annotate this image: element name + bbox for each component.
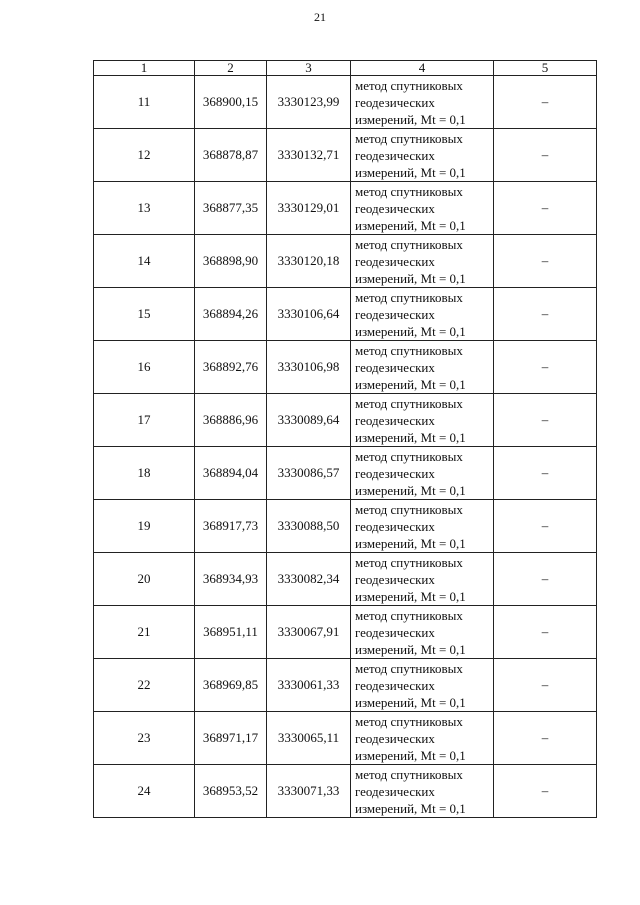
point-number-cell: 15 xyxy=(94,288,195,341)
description-cell: – xyxy=(494,659,597,712)
method-line-3: измерений, Mt = 0,1 xyxy=(355,323,466,339)
method-line-3: измерений, Mt = 0,1 xyxy=(355,747,466,763)
description-cell: – xyxy=(494,606,597,659)
column-header-2: 2 xyxy=(195,61,267,76)
method-cell xyxy=(351,129,494,182)
point-number-cell: 18 xyxy=(94,447,195,500)
x-coordinate-cell: 368894,26 xyxy=(195,288,267,341)
method-line-1: метод спутниковых xyxy=(355,713,463,729)
column-header-1: 1 xyxy=(94,61,195,76)
method-line-2: геодезических xyxy=(355,518,435,534)
x-coordinate-cell: 368898,90 xyxy=(195,235,267,288)
table-row xyxy=(94,76,597,129)
point-number-cell: 14 xyxy=(94,235,195,288)
method-line-1: метод спутниковых xyxy=(355,130,463,146)
point-number-cell: 22 xyxy=(94,659,195,712)
method-line-1: метод спутниковых xyxy=(355,77,463,93)
description-cell: – xyxy=(494,235,597,288)
method-line-1: метод спутниковых xyxy=(355,554,463,570)
x-coordinate-cell: 368894,04 xyxy=(195,447,267,500)
y-coordinate-cell: 3330065,11 xyxy=(267,712,351,765)
method-line-3: измерений, Mt = 0,1 xyxy=(355,588,466,604)
x-coordinate-cell: 368892,76 xyxy=(195,341,267,394)
method-line-2: геодезических xyxy=(355,783,435,799)
description-cell: – xyxy=(494,447,597,500)
method-line-1: метод спутниковых xyxy=(355,395,463,411)
y-coordinate-cell: 3330120,18 xyxy=(267,235,351,288)
method-line-1: метод спутниковых xyxy=(355,236,463,252)
y-coordinate-cell: 3330106,98 xyxy=(267,341,351,394)
method-cell xyxy=(351,606,494,659)
point-number-cell: 20 xyxy=(94,553,195,606)
y-coordinate-cell: 3330071,33 xyxy=(267,765,351,818)
description-cell: – xyxy=(494,341,597,394)
y-coordinate-cell: 3330067,91 xyxy=(267,606,351,659)
table-row xyxy=(94,765,597,818)
table-row xyxy=(94,341,597,394)
table-row xyxy=(94,288,597,341)
method-line-1: метод спутниковых xyxy=(355,501,463,517)
header-row xyxy=(94,61,597,76)
method-line-2: геодезических xyxy=(355,677,435,693)
point-number-cell: 21 xyxy=(94,606,195,659)
method-line-2: геодезических xyxy=(355,730,435,746)
table-body xyxy=(94,76,597,818)
point-number-cell: 23 xyxy=(94,712,195,765)
method-line-3: измерений, Mt = 0,1 xyxy=(355,429,466,445)
column-header-5: 5 xyxy=(494,61,597,76)
x-coordinate-cell: 368917,73 xyxy=(195,500,267,553)
x-coordinate-cell: 368969,85 xyxy=(195,659,267,712)
x-coordinate-cell: 368951,11 xyxy=(195,606,267,659)
method-line-3: измерений, Mt = 0,1 xyxy=(355,641,466,657)
y-coordinate-cell: 3330082,34 xyxy=(267,553,351,606)
table-row xyxy=(94,712,597,765)
y-coordinate-cell: 3330061,33 xyxy=(267,659,351,712)
point-number-cell: 19 xyxy=(94,500,195,553)
x-coordinate-cell: 368934,93 xyxy=(195,553,267,606)
method-line-3: измерений, Mt = 0,1 xyxy=(355,376,466,392)
table-row xyxy=(94,235,597,288)
table-row xyxy=(94,659,597,712)
method-line-1: метод спутниковых xyxy=(355,183,463,199)
x-coordinate-cell: 368971,17 xyxy=(195,712,267,765)
method-line-2: геодезических xyxy=(355,412,435,428)
point-number-cell: 12 xyxy=(94,129,195,182)
y-coordinate-cell: 3330106,64 xyxy=(267,288,351,341)
description-cell: – xyxy=(494,500,597,553)
method-line-2: геодезических xyxy=(355,465,435,481)
description-cell: – xyxy=(494,394,597,447)
method-line-3: измерений, Mt = 0,1 xyxy=(355,270,466,286)
table-row xyxy=(94,182,597,235)
description-cell: – xyxy=(494,76,597,129)
point-number-cell: 13 xyxy=(94,182,195,235)
page-number: 21 xyxy=(314,10,326,24)
method-cell xyxy=(351,712,494,765)
method-line-3: измерений, Mt = 0,1 xyxy=(355,482,466,498)
table-row xyxy=(94,553,597,606)
method-line-2: геодезических xyxy=(355,571,435,587)
method-line-2: геодезических xyxy=(355,306,435,322)
column-header-4: 4 xyxy=(351,61,494,76)
method-line-1: метод спутниковых xyxy=(355,607,463,623)
method-line-1: метод спутниковых xyxy=(355,448,463,464)
method-cell xyxy=(351,235,494,288)
method-line-2: геодезических xyxy=(355,147,435,163)
method-cell xyxy=(351,182,494,235)
method-line-1: метод спутниковых xyxy=(355,766,463,782)
x-coordinate-cell: 368886,96 xyxy=(195,394,267,447)
method-cell xyxy=(351,553,494,606)
y-coordinate-cell: 3330129,01 xyxy=(267,182,351,235)
description-cell: – xyxy=(494,182,597,235)
table-row xyxy=(94,500,597,553)
coordinates-table xyxy=(93,60,597,818)
method-cell xyxy=(351,447,494,500)
table-row xyxy=(94,394,597,447)
method-line-3: измерений, Mt = 0,1 xyxy=(355,217,466,233)
method-cell xyxy=(351,394,494,447)
column-header-3: 3 xyxy=(267,61,351,76)
point-number-cell: 11 xyxy=(94,76,195,129)
method-cell xyxy=(351,659,494,712)
method-line-3: измерений, Mt = 0,1 xyxy=(355,694,466,710)
method-line-2: геодезических xyxy=(355,624,435,640)
method-cell xyxy=(351,76,494,129)
x-coordinate-cell: 368900,15 xyxy=(195,76,267,129)
method-cell xyxy=(351,765,494,818)
y-coordinate-cell: 3330123,99 xyxy=(267,76,351,129)
method-line-1: метод спутниковых xyxy=(355,289,463,305)
method-cell xyxy=(351,341,494,394)
method-cell xyxy=(351,500,494,553)
method-line-2: геодезических xyxy=(355,359,435,375)
description-cell: – xyxy=(494,288,597,341)
method-cell xyxy=(351,288,494,341)
table-header xyxy=(94,61,597,76)
x-coordinate-cell: 368953,52 xyxy=(195,765,267,818)
description-cell: – xyxy=(494,553,597,606)
method-line-1: метод спутниковых xyxy=(355,660,463,676)
method-line-3: измерений, Mt = 0,1 xyxy=(355,535,466,551)
y-coordinate-cell: 3330086,57 xyxy=(267,447,351,500)
method-line-2: геодезических xyxy=(355,253,435,269)
table-row xyxy=(94,447,597,500)
y-coordinate-cell: 3330089,64 xyxy=(267,394,351,447)
table-row xyxy=(94,129,597,182)
method-line-3: измерений, Mt = 0,1 xyxy=(355,800,466,816)
method-line-3: измерений, Mt = 0,1 xyxy=(355,111,466,127)
x-coordinate-cell: 368878,87 xyxy=(195,129,267,182)
point-number-cell: 17 xyxy=(94,394,195,447)
method-line-2: геодезических xyxy=(355,200,435,216)
table-row xyxy=(94,606,597,659)
method-line-3: измерений, Mt = 0,1 xyxy=(355,164,466,180)
description-cell: – xyxy=(494,129,597,182)
y-coordinate-cell: 3330088,50 xyxy=(267,500,351,553)
description-cell: – xyxy=(494,765,597,818)
point-number-cell: 16 xyxy=(94,341,195,394)
description-cell: – xyxy=(494,712,597,765)
y-coordinate-cell: 3330132,71 xyxy=(267,129,351,182)
point-number-cell: 24 xyxy=(94,765,195,818)
method-line-2: геодезических xyxy=(355,94,435,110)
method-line-1: метод спутниковых xyxy=(355,342,463,358)
x-coordinate-cell: 368877,35 xyxy=(195,182,267,235)
